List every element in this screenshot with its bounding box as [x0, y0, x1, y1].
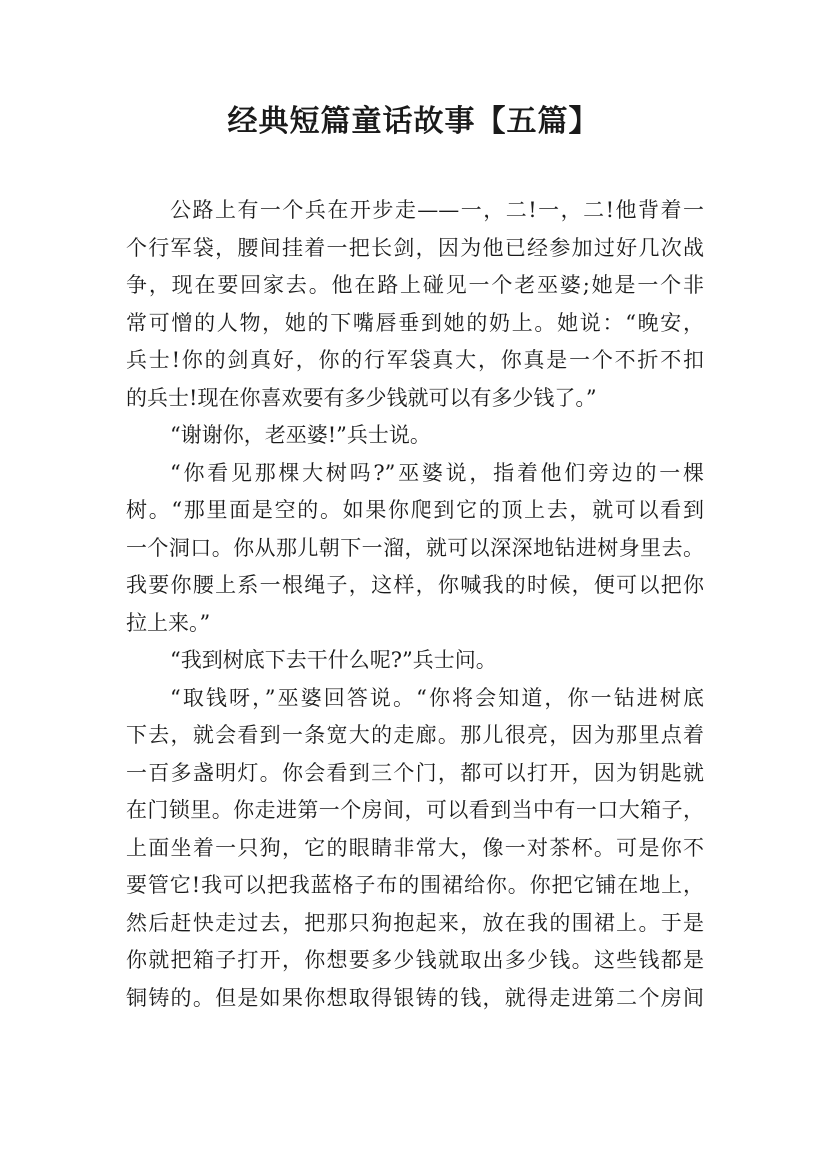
text-line: 你就把箱子打开，你想要多少钱就取出多少钱。这些钱都是: [126, 948, 704, 972]
text-line: “取钱呀，”巫婆回答说。“你将会知道，你一钻进树底: [170, 685, 704, 710]
text-line: “我到树底下去干什么呢?”兵士问。: [170, 648, 497, 672]
page-title: 经典短篇童话故事【五篇】: [227, 104, 600, 139]
text-line: “谢谢你，老巫婆!”兵士说。: [170, 423, 431, 447]
text-line: 公路上有一个兵在开步走——一，二!一，二!他背着一: [170, 198, 704, 222]
text-line: 拉上来。”: [126, 610, 211, 635]
text-line: 一个洞口。你从那儿朝下一溜，就可以深深地钻进树身里去。: [126, 535, 704, 560]
text-line: 常可憎的人物，她的下嘴唇垂到她的奶上。她说：“晚安，: [126, 310, 704, 335]
text-line: 铜铸的。但是如果你想取得银铸的钱，就得走进第二个房间: [126, 985, 704, 1010]
text-line: 然后赶快走过去，把那只狗抱起来，放在我的围裙上。于是: [126, 910, 704, 935]
text-line: 我要你腰上系一根绳子，这样，你喊我的时候，便可以把你: [126, 573, 704, 597]
story-body: [126, 192, 704, 1017]
text-line: 树。“那里面是空的。如果你爬到它的顶上去，就可以看到: [126, 498, 704, 522]
text-line: 一百多盏明灯。你会看到三个门，都可以打开，因为钥匙就: [126, 760, 704, 785]
text-line: 个行军袋，腰间挂着一把长剑，因为他已经参加过好几次战: [126, 235, 704, 260]
text-line: “你看见那棵大树吗?”巫婆说，指着他们旁边的一棵: [170, 460, 704, 485]
text-line: 争，现在要回家去。他在路上碰见一个老巫婆;她是一个非: [126, 273, 704, 297]
text-line: 兵士!你的剑真好，你的行军袋真大，你真是一个不折不扣: [126, 348, 704, 372]
text-line: 在门锁里。你走进第一个房间，可以看到当中有一口大箱子，: [126, 798, 704, 822]
text-line: 要管它!我可以把我蓝格子布的围裙给你。你把它铺在地上，: [126, 873, 704, 897]
text-line: 上面坐着一只狗，它的眼睛非常大，像一对茶杯。可是你不: [126, 835, 704, 860]
text-line: 的兵士!现在你喜欢要有多少钱就可以有多少钱了。”: [126, 385, 597, 410]
text-line: 下去，就会看到一条宽大的走廊。那儿很亮，因为那里点着: [126, 723, 704, 747]
